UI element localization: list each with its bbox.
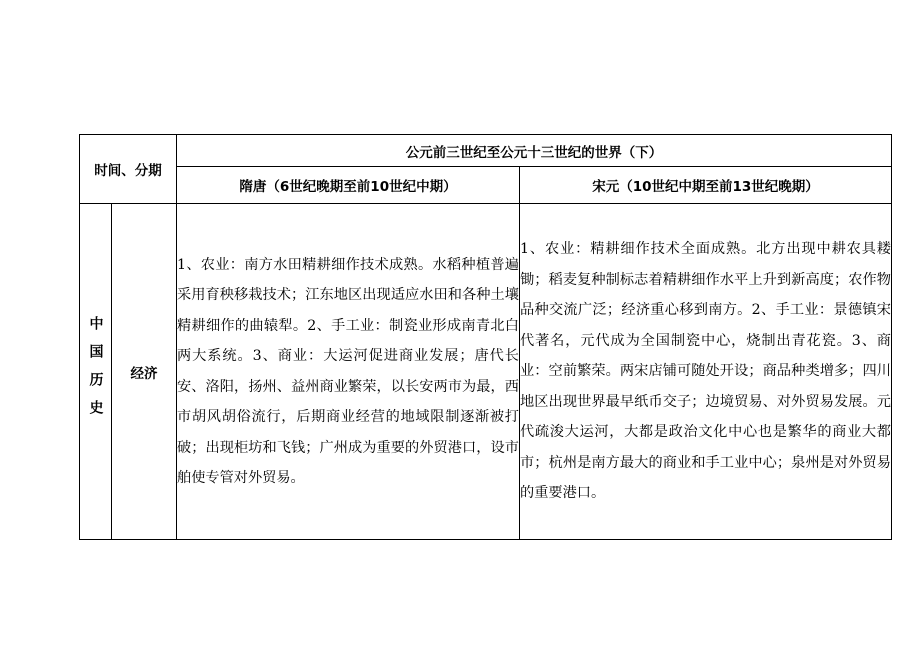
subheader-row xyxy=(80,167,892,204)
title-header-cell xyxy=(177,135,892,167)
history-table xyxy=(79,134,892,540)
category-cell xyxy=(80,204,112,540)
period-header-label: 时间、分期 xyxy=(94,163,162,179)
sui-tang-header-cell xyxy=(177,167,520,204)
category-label: 中国历史 xyxy=(87,315,104,428)
economy-row xyxy=(80,204,892,540)
table-title: 公元前三世纪至公元十三世纪的世界（下） xyxy=(405,144,663,161)
topic-label: 经济 xyxy=(130,365,158,382)
song-yuan-content-cell xyxy=(520,204,892,540)
song-yuan-header-cell xyxy=(520,167,892,204)
sui-tang-content-cell xyxy=(177,204,520,540)
sui-tang-header-label: 隋唐（6世纪晚期至前10世纪中期） xyxy=(239,179,457,195)
sui-tang-text: 1、农业：南方水田精耕细作技术成熟。水稻种植普遍采用育秧移栽技术；江东地区出现适应水田和各种土壤精耕细作的曲辕犁。2、手工业：制瓷业形成南青北白两大系统。3、商业：大运河促进商业发展；唐代长安、洛阳，扬州、益州商业繁荣，以长安两市为最，西市胡风胡俗流行，后期商业经营的地域限制逐渐被打破；出现柜坊和飞钱；广州成为重要的外贸港口，设市舶使专管对外贸易。 xyxy=(177,256,519,486)
song-yuan-header-label: 宋元（10世纪中期至前13世纪晚期） xyxy=(592,179,819,195)
header-row xyxy=(80,135,892,167)
topic-cell xyxy=(112,204,177,540)
song-yuan-text: 1、农业：精耕细作技术全面成熟。北方出现中耕农具耧锄；稻麦复种制标志着精耕细作水平上升到新高度；农作物品种交流广泛；经济重心移到南方。2、手工业：景德镇宋代著名，元代成为全国制瓷中心，烧制出青花瓷。3、商业：空前繁荣。两宋店铺可随处开设；商品种类增多；四川地区出现世界最早纸币交子；边境贸易、对外贸易发展。元代疏浚大运河，大都是政治文化中心也是繁华的商业大都市；杭州是南方最大的商业和手工业中心；泉州是对外贸易的重要港口。 xyxy=(520,241,891,502)
period-header-cell xyxy=(80,135,177,204)
